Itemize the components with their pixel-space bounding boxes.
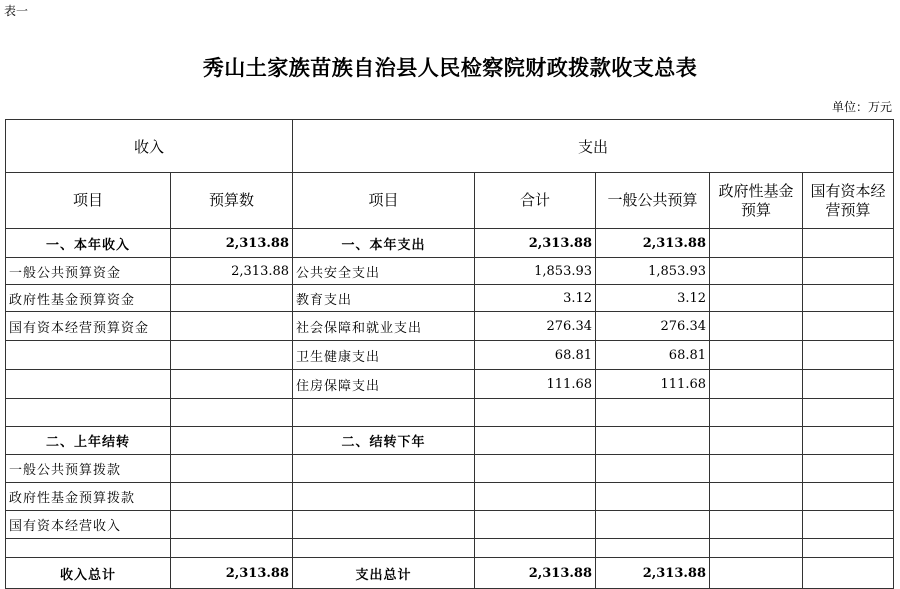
table-row (6, 258, 894, 285)
govfund-value (710, 312, 803, 341)
table-row (6, 483, 894, 511)
income-item-header: 项目 (6, 173, 171, 229)
income-item (6, 370, 171, 399)
general-value: 1,853.93 (596, 258, 710, 285)
govfund-value (710, 483, 803, 511)
general-total-value: 2,313.88 (596, 558, 710, 589)
total-value: 111.68 (475, 370, 596, 399)
unit-label: 单位：万元 (831, 100, 892, 114)
general-value: 3.12 (596, 285, 710, 312)
empty-cell (475, 539, 596, 558)
table-row (6, 312, 894, 341)
table-row (6, 341, 894, 370)
total-value: 1,853.93 (475, 258, 596, 285)
income-item: 一、本年收入 (6, 229, 171, 258)
table-tag: 表一 (4, 4, 29, 18)
govfund-value (710, 511, 803, 539)
total-value (475, 427, 596, 455)
state-value (803, 229, 894, 258)
income-item (6, 341, 171, 370)
income-value: 2,313.88 (171, 229, 293, 258)
income-item: 政府性基金预算拨款 (6, 483, 171, 511)
total-header: 合计 (475, 173, 596, 229)
empty-cell (293, 539, 475, 558)
table-row (6, 539, 894, 558)
total-value (475, 511, 596, 539)
income-total-label: 收入总计 (6, 558, 171, 589)
expense-item: 二、结转下年 (293, 427, 475, 455)
expense-item: 卫生健康支出 (293, 341, 475, 370)
table-row (6, 455, 894, 483)
table-row (6, 427, 894, 455)
table-row (6, 558, 894, 589)
govfund-value (710, 258, 803, 285)
state-value (803, 312, 894, 341)
state-value (803, 483, 894, 511)
expense-item-header: 项目 (293, 173, 475, 229)
state-total-value (803, 558, 894, 589)
expense-item: 公共安全支出 (293, 258, 475, 285)
empty-cell (710, 399, 803, 427)
expense-item: 社会保障和就业支出 (293, 312, 475, 341)
general-value (596, 483, 710, 511)
empty-cell (475, 399, 596, 427)
income-item: 国有资本经营收入 (6, 511, 171, 539)
state-value (803, 427, 894, 455)
page-title: 秀山土家族苗族自治县人民检察院财政拨款收支总表 (202, 55, 698, 80)
general-value: 2,313.88 (596, 229, 710, 258)
total-value (475, 483, 596, 511)
general-value (596, 427, 710, 455)
empty-cell (803, 399, 894, 427)
govfund-budget-header: 政府性基金预算 (710, 173, 803, 229)
govfund-value (710, 427, 803, 455)
general-value: 111.68 (596, 370, 710, 399)
expense-item: 一、本年支出 (293, 229, 475, 258)
state-value (803, 258, 894, 285)
income-item: 二、上年结转 (6, 427, 171, 455)
income-item: 一般公共预算资金 (6, 258, 171, 285)
total-value (475, 455, 596, 483)
income-value (171, 455, 293, 483)
budget-summary-table (5, 119, 894, 589)
empty-cell (171, 539, 293, 558)
table-row (6, 370, 894, 399)
total-value: 3.12 (475, 285, 596, 312)
expense-item: 住房保障支出 (293, 370, 475, 399)
income-value (171, 341, 293, 370)
govfund-value (710, 285, 803, 312)
total-value: 2,313.88 (475, 229, 596, 258)
empty-cell (6, 399, 171, 427)
income-item: 政府性基金预算资金 (6, 285, 171, 312)
expense-item (293, 455, 475, 483)
total-value: 276.34 (475, 312, 596, 341)
general-value: 68.81 (596, 341, 710, 370)
empty-cell (803, 539, 894, 558)
income-item: 一般公共预算拨款 (6, 455, 171, 483)
state-value (803, 511, 894, 539)
govfund-value (710, 455, 803, 483)
general-budget-header: 一般公共预算 (596, 173, 710, 229)
table-row (6, 285, 894, 312)
income-value (171, 312, 293, 341)
state-value (803, 370, 894, 399)
state-value (803, 285, 894, 312)
table-row (6, 229, 894, 258)
income-header: 收入 (6, 120, 293, 173)
general-value (596, 511, 710, 539)
expense-item: 教育支出 (293, 285, 475, 312)
total-value: 68.81 (475, 341, 596, 370)
empty-cell (710, 539, 803, 558)
income-item: 国有资本经营预算资金 (6, 312, 171, 341)
general-value (596, 455, 710, 483)
expense-total-label: 支出总计 (293, 558, 475, 589)
expense-header: 支出 (293, 120, 894, 173)
general-value: 276.34 (596, 312, 710, 341)
state-capital-budget-header: 国有资本经营预算 (803, 173, 894, 229)
state-value (803, 341, 894, 370)
expense-item (293, 483, 475, 511)
govfund-value (710, 370, 803, 399)
table-row (6, 399, 894, 427)
govfund-value (710, 341, 803, 370)
expense-total-value: 2,313.88 (475, 558, 596, 589)
income-value: 2,313.88 (171, 258, 293, 285)
empty-cell (596, 539, 710, 558)
empty-cell (293, 399, 475, 427)
table-row (6, 511, 894, 539)
income-value (171, 370, 293, 399)
empty-cell (596, 399, 710, 427)
govfund-total-value (710, 558, 803, 589)
state-value (803, 455, 894, 483)
income-value (171, 483, 293, 511)
income-total-value: 2,313.88 (171, 558, 293, 589)
income-budget-header: 预算数 (171, 173, 293, 229)
expense-item (293, 511, 475, 539)
empty-cell (171, 399, 293, 427)
income-value (171, 427, 293, 455)
govfund-value (710, 229, 803, 258)
income-value (171, 511, 293, 539)
income-value (171, 285, 293, 312)
empty-cell (6, 539, 171, 558)
